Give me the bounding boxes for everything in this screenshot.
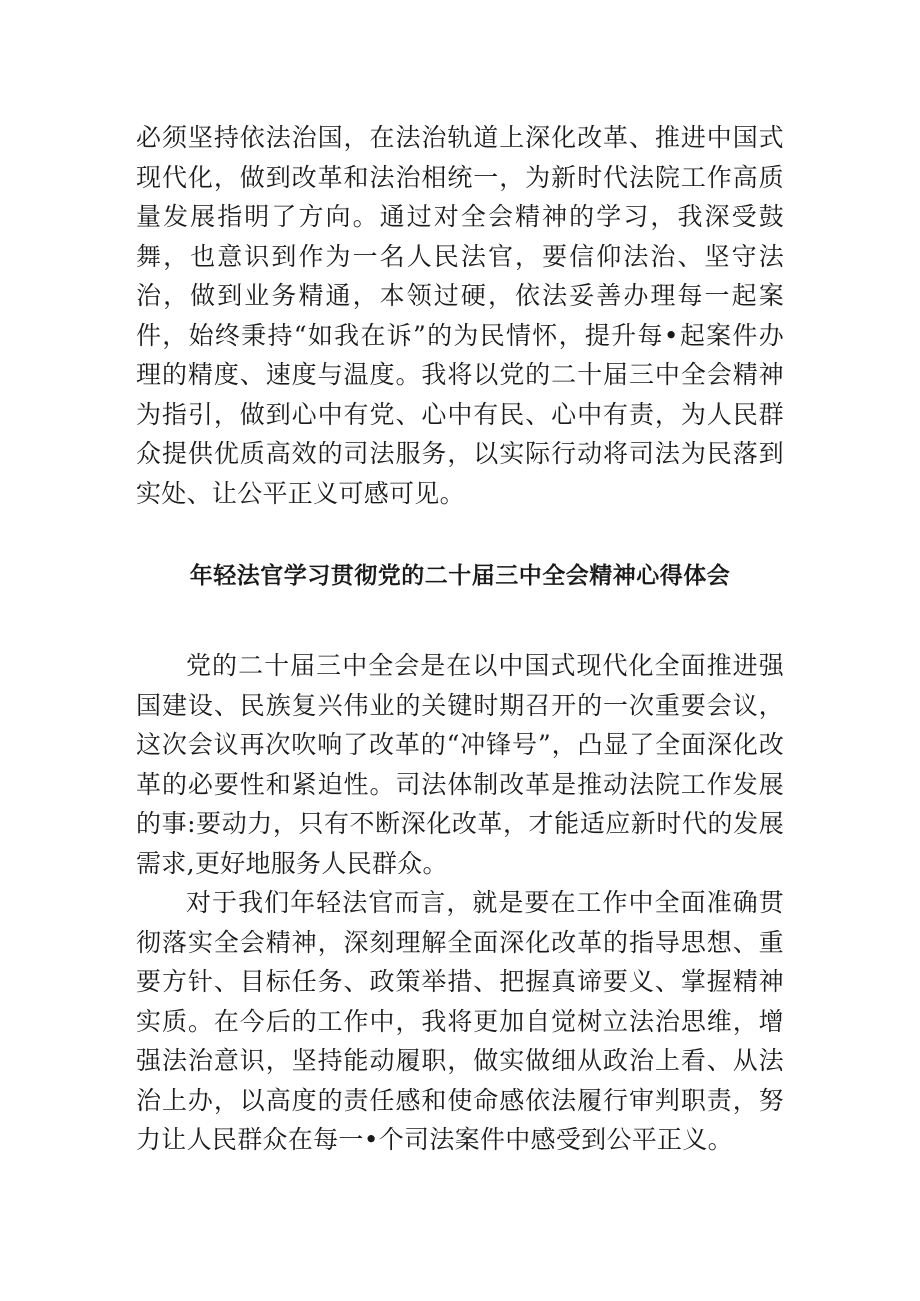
- body-paragraph: 对于我们年轻法官而言，就是要在工作中全面准确贯彻落实全会精神，深刻理解全面深化改革的指导思想、重要方针、目标任务、政策举措、把握真谛要义、掌握精神实质。在今后的工作中，我将更加自觉树立法治思维，增强法治意识，坚持能动履职，做实做细从政治上看、从法治上办，以高度的责任感和使命感依法履行审判职责，努力让人民群众在每一•个司法案件中感受到公平正义。: [136, 888, 784, 1154]
- article-body: [136, 646, 784, 1160]
- article-title: 年轻法官学习贯彻党的二十届三中全会精神心得体会: [189, 563, 731, 589]
- body-paragraph: 党的二十届三中全会是在以中国式现代化全面推进强国建设、民族复兴伟业的关键时期召开的一次重要会议，这次会议再次吹响了改革的“冲锋号”，凸显了全面深化改革的必要性和紧迫性。司法体制改革是推动法院工作发展的事:要动力，只有不断深化改革，才能适应新时代的发展需求,更好地服务人民群众。: [136, 651, 784, 878]
- continuation-paragraph: 必须坚持依法治国，在法治轨道上深化改革、推进中国式现代化，做到改革和法治相统一，为新时代法院工作高质量发展指明了方向。通过对全会精神的学习，我深受鼓舞，也意识到作为一名人民法官，要信仰法治、坚守法治，做到业务精通，本领过硬，依法妥善办理每一起案件，始终秉持“如我在诉”的为民情怀，提升每•起案件办理的精度、速度与温度。我将以党的二十届三中全会精神为指引，做到心中有党、心中有民、心中有责，为人民群众提供优质高效的司法服务，以实际行动将司法为民落到实处、让公平正义可感可见。: [136, 123, 785, 508]
